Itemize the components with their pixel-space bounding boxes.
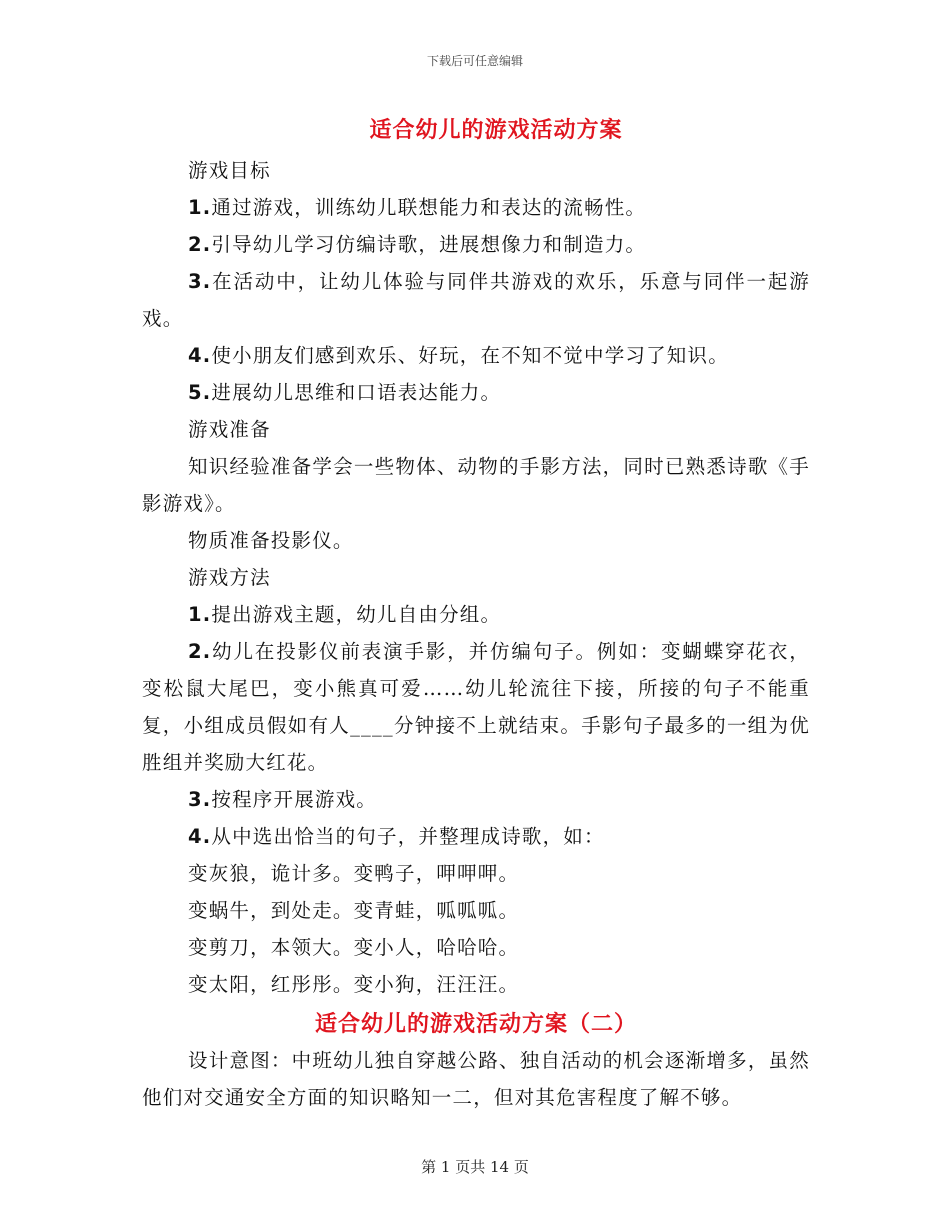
poem-line: 变蜗牛，到处走。变青蛙，呱呱呱。 <box>188 899 520 922</box>
section-title: 适合幼儿的游戏活动方案（二） <box>314 1011 637 1037</box>
goal-number: 1. <box>188 196 212 219</box>
method-item <box>142 818 810 855</box>
poem-line: 变剪刀，本领大。变小人，哈哈哈。 <box>188 936 520 959</box>
goal-text: 在活动中，让幼儿体验与同伴共游戏的欢乐，乐意与同伴一起游戏。 <box>142 270 810 330</box>
poem-line: 变太阳，红彤彤。变小狗，汪汪汪。 <box>188 973 520 996</box>
goal-number: 3. <box>188 270 212 293</box>
goal-item <box>142 263 810 337</box>
method-number: 2. <box>188 640 212 663</box>
goal-text: 引导幼儿学习仿编诗歌，进展想像力和制造力。 <box>211 233 647 256</box>
method-number: 4. <box>188 825 212 848</box>
goal-item <box>142 337 810 374</box>
method-item <box>142 596 810 633</box>
prep-material: 物质准备投影仪。 <box>188 529 354 552</box>
design-intent: 设计意图：中班幼儿独自穿越公路、独自活动的机会逐渐增多，虽然他们对交通安全方面的知识略知一二，但对其危害程度了解不够。 <box>142 1049 810 1109</box>
page-header: 下载后可任意编辑 <box>426 54 523 68</box>
goal-text: 通过游戏，训练幼儿联想能力和表达的流畅性。 <box>211 196 647 219</box>
method-heading: 游戏方法 <box>188 566 271 589</box>
goal-item <box>142 374 810 411</box>
goal-number: 4. <box>188 344 212 367</box>
method-number: 1. <box>188 603 212 626</box>
goal-number: 5. <box>188 381 212 404</box>
document-title: 适合幼儿的游戏活动方案 <box>369 117 623 143</box>
goals-heading: 游戏目标 <box>188 159 271 182</box>
goal-item <box>142 189 810 226</box>
document-body <box>142 112 810 1116</box>
method-text: 从中选出恰当的句子，并整理成诗歌，如： <box>211 825 605 848</box>
goal-text: 进展幼儿思维和口语表达能力。 <box>211 381 502 404</box>
method-item <box>142 781 810 818</box>
page-footer: 第 1 页共 14 页 <box>421 1158 529 1176</box>
prep-knowledge: 知识经验准备学会一些物体、动物的手影方法，同时已熟悉诗歌《手影游戏》。 <box>142 455 810 515</box>
goal-number: 2. <box>188 233 212 256</box>
method-text: 提出游戏主题，幼儿自由分组。 <box>211 603 502 626</box>
method-number: 3. <box>188 788 212 811</box>
poem-line: 变灰狼，诡计多。变鸭子，呷呷呷。 <box>188 862 520 885</box>
method-text: 按程序开展游戏。 <box>211 788 377 811</box>
method-text: 幼儿在投影仪前表演手影，并仿编句子。例如：变蝴蝶穿花衣，变松鼠大尾巴，变小熊真可爱……幼儿轮流往下接，所接的句子不能重复，小组成员假如有人____分钟接不上就结束。手影句子最多的一组为优胜组并奖励大红花。 <box>142 640 810 774</box>
method-item <box>142 633 810 781</box>
goal-item <box>142 226 810 263</box>
prep-heading: 游戏准备 <box>188 418 271 441</box>
goal-text: 使小朋友们感到欢乐、好玩，在不知不觉中学习了知识。 <box>211 344 729 367</box>
